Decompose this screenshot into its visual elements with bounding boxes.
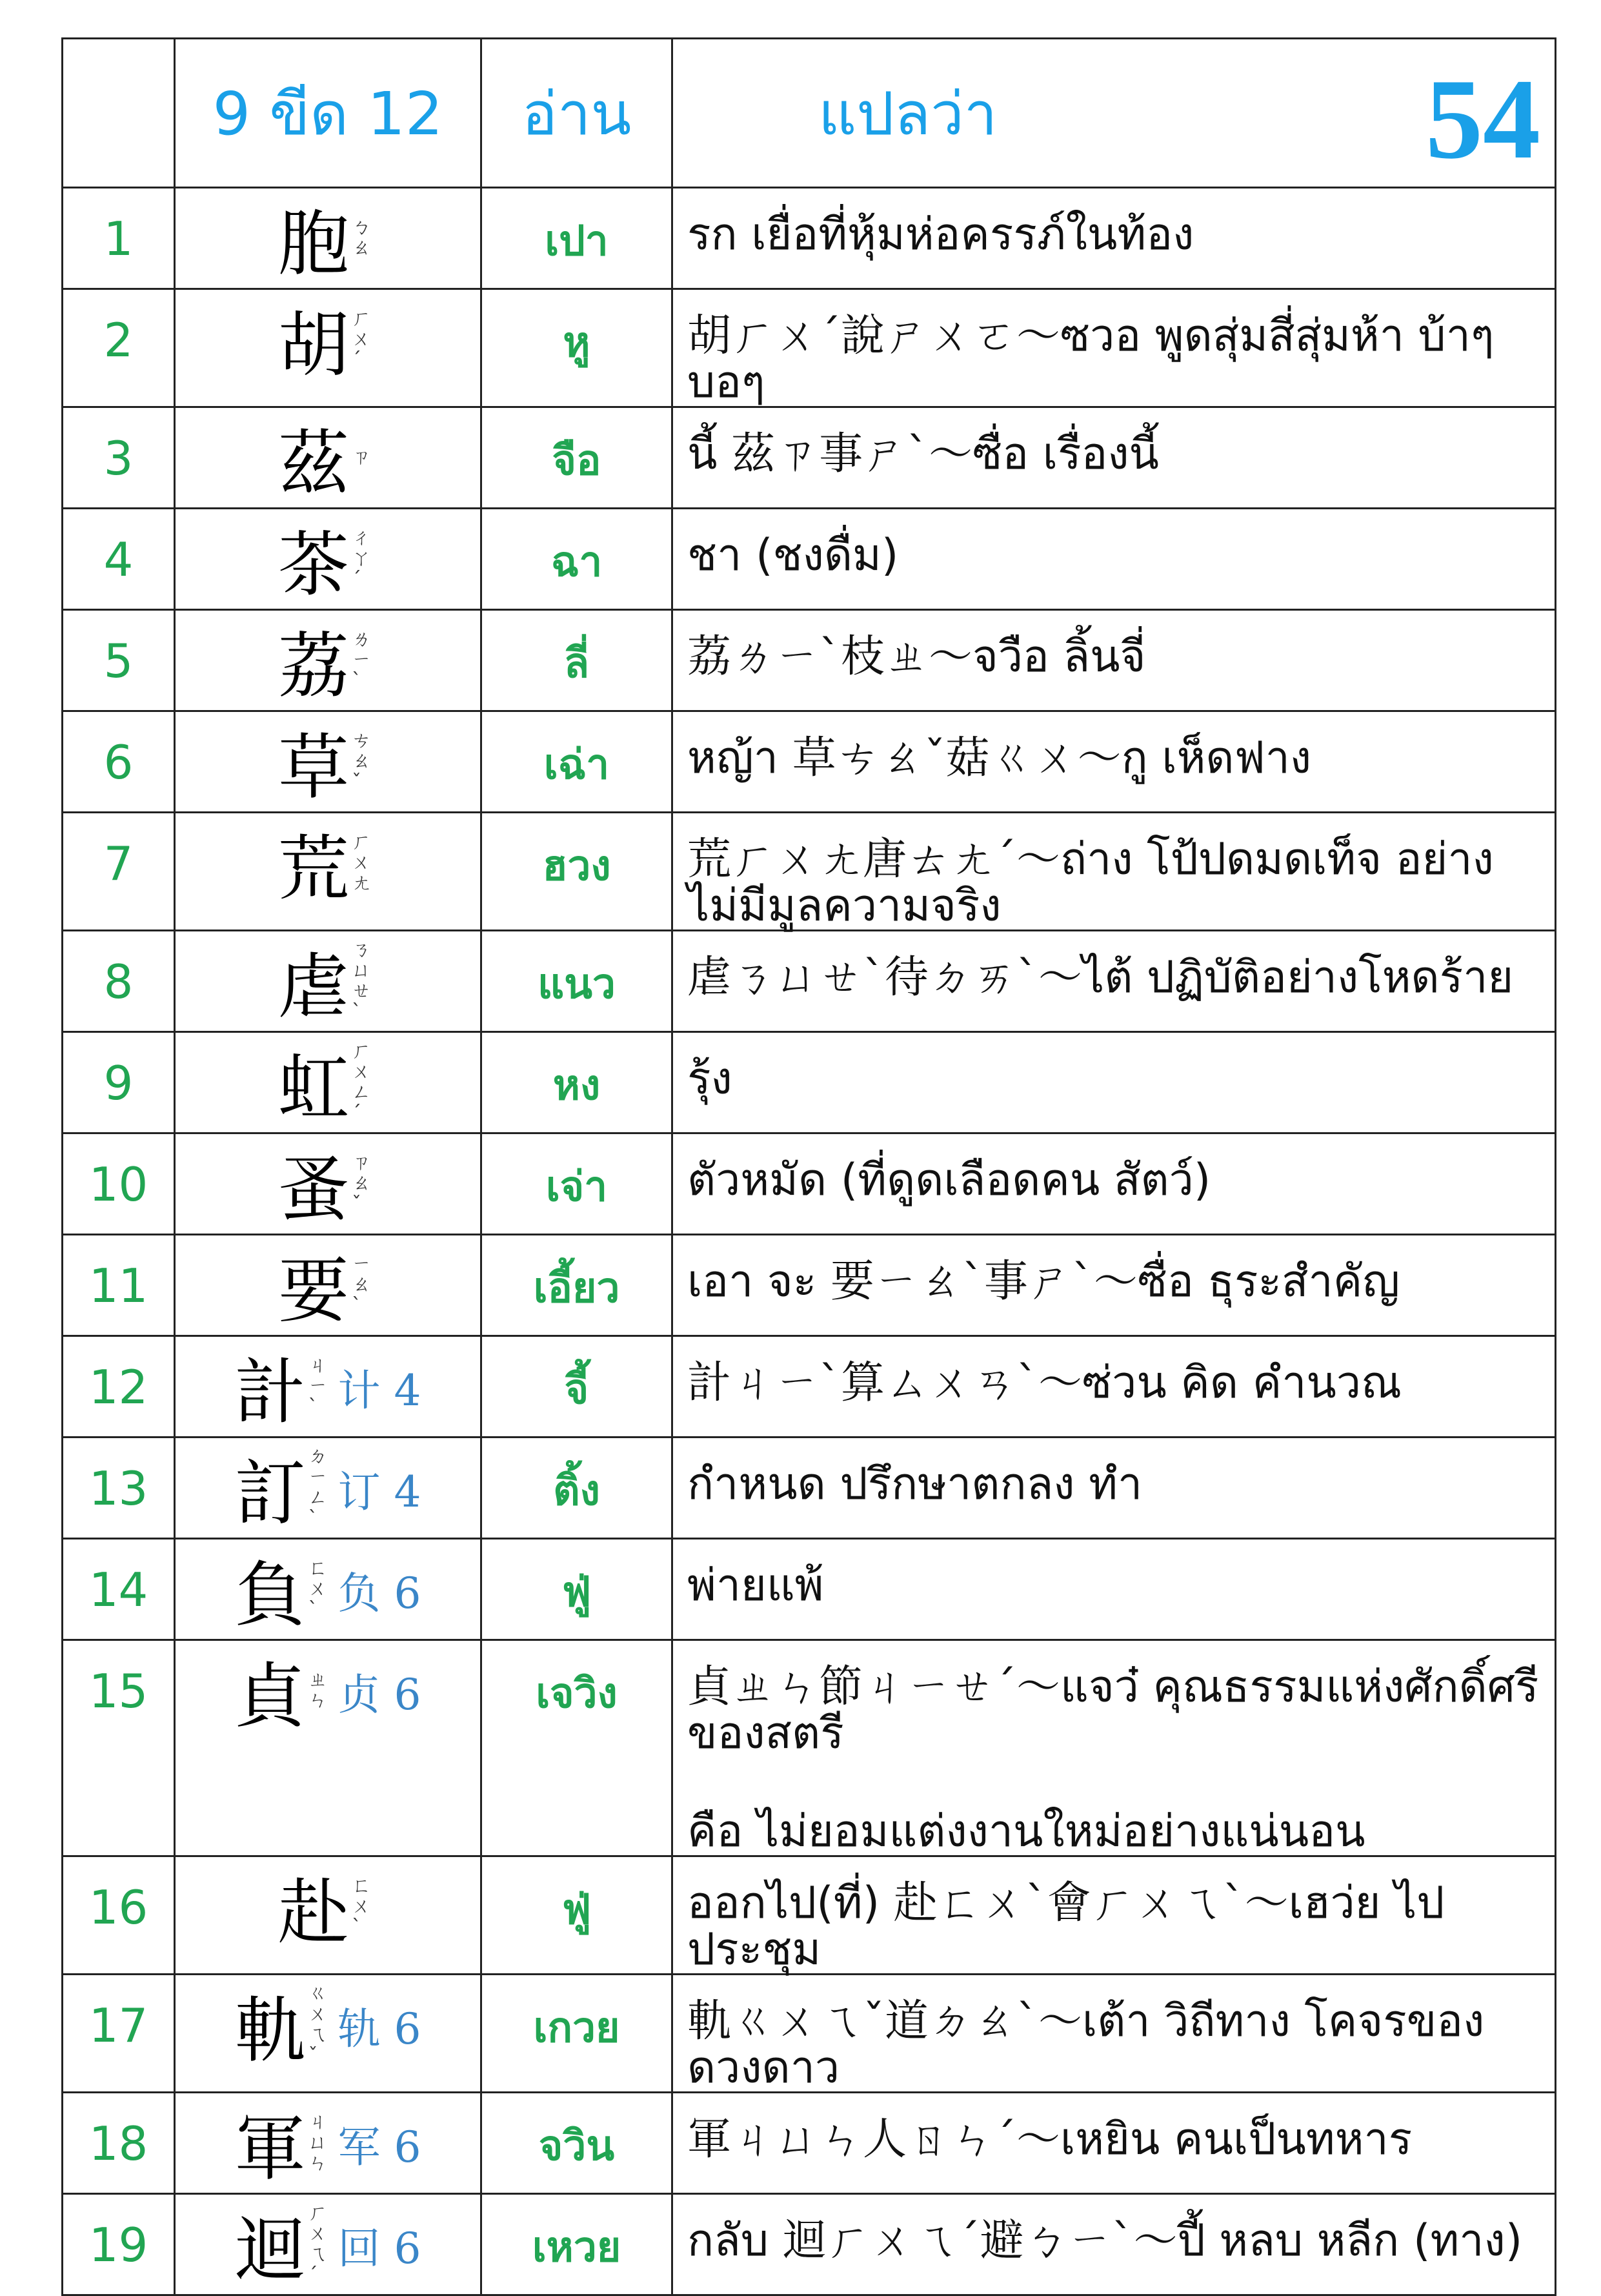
reading-cell: [481, 1235, 672, 1336]
meaning-cell: [672, 407, 1556, 509]
reading-cell: [481, 1856, 672, 1975]
zhuyin-annotation: ㄈㄨˋ: [308, 1557, 328, 1621]
number-cell: [63, 1539, 175, 1640]
number-cell: [63, 1133, 175, 1235]
reading-cell: [481, 1539, 672, 1640]
zhuyin-annotation: ㄏㄨㄤ: [352, 831, 371, 895]
row-number: 1: [103, 212, 134, 266]
meaning-line: หญ้า 草ㄘㄠˇ菇ㄍㄨ～กู เห็ดฟาง: [687, 733, 1312, 784]
zhuyin-annotation: ㄏㄨˊ: [352, 307, 371, 371]
row-number: 13: [88, 1461, 148, 1516]
table-row: [63, 1032, 1556, 1133]
meaning-cell: [672, 1438, 1556, 1539]
thai-reading: ฮวง: [542, 842, 611, 890]
row-number: 10: [88, 1157, 148, 1212]
number-cell: [63, 1640, 175, 1856]
traditional-character: 訂: [234, 1452, 306, 1535]
thai-reading: เฉ่า: [543, 741, 610, 789]
thai-reading: เจ่า: [545, 1163, 608, 1211]
thai-reading: ติ้ง: [553, 1467, 600, 1515]
thai-reading: ฟู่: [561, 1886, 592, 1934]
traditional-character: 虐: [278, 946, 349, 1028]
zhuyin-annotation: ㄐㄧˋ: [308, 1354, 328, 1418]
reading-cell: [481, 1640, 672, 1856]
zhuyin-annotation: ㄔㄚˊ: [352, 527, 371, 591]
table-row: [63, 931, 1556, 1032]
number-cell: [63, 610, 175, 711]
simplified-character: 轨 6: [337, 2004, 421, 2054]
thai-reading: จวิน: [538, 2122, 615, 2170]
number-cell: [63, 289, 175, 407]
table-row: [63, 1438, 1556, 1539]
meaning-cell: [672, 711, 1556, 813]
zhuyin-annotation: ㄐㄩㄣ: [308, 2111, 328, 2175]
traditional-character: 負: [234, 1554, 306, 1636]
meaning-cell: [672, 813, 1556, 931]
zhuyin-annotation: ㄅㄠ: [352, 216, 371, 259]
zhuyin-annotation: ㄈㄨˋ: [352, 1874, 371, 1938]
meaning-line: 貞ㄓㄣ節ㄐㄧㄝˊ～แจว๋ คุณธรรมแห่งศักดิ์ศรีของสตรี: [687, 1661, 1539, 1759]
simplified-character: 贞 6: [337, 1669, 421, 1720]
row-number: 6: [103, 735, 134, 789]
meaning-text: [673, 2195, 1555, 2264]
traditional-character: 胡: [278, 304, 349, 387]
meaning-text: [673, 408, 1555, 478]
meaning-line: พ่ายแพ้: [687, 1560, 824, 1611]
traditional-character: 虹: [278, 1047, 349, 1130]
simplified-character: 计 4: [337, 1365, 421, 1416]
character-cell: [175, 2194, 481, 2295]
meaning-cell: [672, 1032, 1556, 1133]
meaning-text: [673, 1539, 1555, 1609]
meaning-text: [673, 1337, 1555, 1407]
thai-reading: เอี้ยว: [533, 1265, 620, 1312]
row-number: 11: [88, 1259, 148, 1313]
row-number: 16: [88, 1880, 148, 1935]
header-char-cell: [175, 39, 481, 188]
zhuyin-annotation: ㄓㄣ: [308, 1669, 328, 1712]
table-row: [63, 1640, 1556, 1856]
simplified-character: 回 6: [337, 2223, 421, 2273]
meaning-line: 計ㄐㄧˋ算ㄙㄨㄢˋ～ซ่วน คิด คำนวณ: [687, 1357, 1402, 1408]
table-row: [63, 1133, 1556, 1235]
meaning-cell: [672, 1975, 1556, 2093]
meaning-text: [673, 290, 1555, 406]
character-cell: [175, 1438, 481, 1539]
table-row: [63, 2093, 1556, 2194]
number-cell: [63, 188, 175, 289]
row-number: 14: [88, 1563, 148, 1617]
meaning-cell: [672, 509, 1556, 610]
meaning-line: ออกไป(ที่) 赴ㄈㄨˋ會ㄏㄨㄟˋ～เฮว่ย ไปประชุม: [687, 1878, 1445, 1975]
thai-reading: หู: [563, 319, 590, 367]
reading-cell: [481, 1032, 672, 1133]
character-cell: [175, 289, 481, 407]
character-cell: [175, 931, 481, 1032]
meaning-cell: [672, 1856, 1556, 1975]
meaning-text: [673, 1857, 1555, 1973]
character-cell: [175, 1336, 481, 1438]
meaning-text: [673, 188, 1555, 258]
number-cell: [63, 1336, 175, 1438]
zhuyin-annotation: ㄘㄠˇ: [352, 729, 371, 793]
meaning-line: เอา จะ 要ㄧㄠˋ事ㄕˋ～ซื่อ ธุระสำคัญ: [687, 1256, 1400, 1307]
header-row: [63, 39, 1556, 188]
number-cell: [63, 813, 175, 931]
reading-cell: [481, 2093, 672, 2194]
meaning-line: 軍ㄐㄩㄣ人ㄖㄣˊ～เหยิน คนเป็นทหาร: [687, 2114, 1413, 2165]
meaning-text: [673, 1438, 1555, 1508]
meaning-line: ตัวหมัด (ที่ดูดเลือดคน สัตว์): [687, 1155, 1211, 1206]
table-row: [63, 813, 1556, 931]
table-row: [63, 509, 1556, 610]
meaning-cell: [672, 1336, 1556, 1438]
character-cell: [175, 188, 481, 289]
header-reading-label: อ่าน: [521, 79, 632, 148]
traditional-character: 赴: [278, 1871, 349, 1954]
meaning-text: [673, 1235, 1555, 1305]
meaning-text: [673, 931, 1555, 1001]
traditional-character: 茶: [278, 523, 349, 606]
reading-cell: [481, 711, 672, 813]
meaning-text: [673, 2093, 1555, 2163]
meaning-cell: [672, 1539, 1556, 1640]
page-number: 54: [1425, 55, 1540, 183]
meaning-cell: [672, 1133, 1556, 1235]
table-row: [63, 1235, 1556, 1336]
character-cell: [175, 2093, 481, 2194]
meaning-cell: [672, 188, 1556, 289]
meaning-text: [673, 509, 1555, 579]
reading-cell: [481, 1975, 672, 2093]
thai-reading: จี้: [564, 1366, 589, 1414]
character-cell: [175, 1539, 481, 1640]
thai-reading: หง: [552, 1062, 601, 1110]
character-cell: [175, 711, 481, 813]
reading-cell: [481, 813, 672, 931]
zhuyin-annotation: ㄍㄨㄟˇ: [308, 1982, 328, 2067]
meaning-line: 荔ㄌㄧˋ枝ㄓ～จวือ ลิ้นจี่: [687, 631, 1146, 682]
reading-cell: [481, 2194, 672, 2295]
number-cell: [63, 1235, 175, 1336]
character-cell: [175, 407, 481, 509]
meaning-cell: [672, 1235, 1556, 1336]
meaning-cell: [672, 1640, 1556, 1856]
meaning-text: [673, 712, 1555, 782]
traditional-character: 要: [278, 1250, 349, 1332]
meaning-line: 胡ㄏㄨˊ說ㄕㄨㄛ～ซวอ พูดสุ่มสี่สุ่มห้า บ้าๆ บอๆ: [687, 310, 1495, 408]
reading-cell: [481, 1438, 672, 1539]
reading-cell: [481, 407, 672, 509]
meaning-line: นี้ 茲ㄗ事ㄕˋ～ซื่อ เรื่องนี้: [687, 429, 1160, 480]
table-row: [63, 289, 1556, 407]
reading-cell: [481, 610, 672, 711]
number-cell: [63, 509, 175, 610]
row-number: 19: [88, 2218, 148, 2272]
thai-reading: เปา: [545, 218, 609, 265]
thai-reading: ฉา: [550, 538, 603, 586]
reading-cell: [481, 1133, 672, 1235]
meaning-line: คือ ไม่ยอมแต่งงานใหม่อย่างแน่นอน: [687, 1806, 1365, 1857]
number-cell: [63, 1438, 175, 1539]
row-number: 7: [103, 837, 134, 891]
reading-cell: [481, 1336, 672, 1438]
traditional-character: 貞: [234, 1655, 306, 1738]
table-row: [63, 1975, 1556, 2093]
table-row: [63, 188, 1556, 289]
table-row: [63, 1336, 1556, 1438]
table-row: [63, 1539, 1556, 1640]
character-cell: [175, 1235, 481, 1336]
row-number: 15: [88, 1664, 148, 1718]
meaning-line: 荒ㄏㄨㄤ唐ㄊㄤˊ～ถ่าง โป้ปดมดเท็จ อย่างไม่มีมูลความจริง: [687, 834, 1494, 931]
meaning-line: 虐ㄋㄩㄝˋ待ㄉㄞˋ～ไต้ ปฏิบัติอย่างโหดร้าย: [687, 952, 1514, 1003]
character-cell: [175, 813, 481, 931]
traditional-character: 茲: [278, 422, 349, 505]
traditional-character: 胞: [278, 203, 349, 285]
number-cell: [63, 407, 175, 509]
meaning-line: รุ้ง: [687, 1053, 732, 1104]
character-cell: [175, 610, 481, 711]
row-number: 4: [103, 533, 134, 587]
meaning-text: [673, 813, 1555, 930]
meaning-text: [673, 1641, 1555, 1855]
table-row: [63, 610, 1556, 711]
character-cell: [175, 1856, 481, 1975]
zhuyin-annotation: ㄗㄠˇ: [352, 1152, 371, 1215]
character-cell: [175, 1640, 481, 1856]
row-number: 2: [103, 313, 134, 367]
row-number: 18: [88, 2117, 148, 2171]
meaning-line: รก เยื่อที่หุ้มห่อครรภ์ในท้อง: [687, 209, 1194, 260]
meaning-cell: [672, 931, 1556, 1032]
meaning-line: ชา (ชงดื่ม): [687, 530, 899, 581]
traditional-character: 蚤: [278, 1148, 349, 1231]
character-cell: [175, 1975, 481, 2093]
number-cell: [63, 2093, 175, 2194]
meaning-cell: [672, 2194, 1556, 2295]
header-character-label: 9 ขีด 12: [212, 79, 443, 148]
meaning-cell: [672, 610, 1556, 711]
character-cell: [175, 1032, 481, 1133]
traditional-character: 軍: [234, 2108, 306, 2190]
table-row: [63, 2194, 1556, 2295]
number-cell: [63, 711, 175, 813]
traditional-character: 軌: [234, 1989, 306, 2072]
number-cell: [63, 1032, 175, 1133]
character-cell: [175, 509, 481, 610]
meaning-text: [673, 1134, 1555, 1204]
traditional-character: 迴: [234, 2209, 306, 2291]
reading-cell: [481, 931, 672, 1032]
thai-reading: เจวิง: [536, 1670, 618, 1718]
traditional-character: 草: [278, 726, 349, 809]
zhuyin-annotation: ㄋㄩㄝˋ: [352, 939, 371, 1023]
reading-cell: [481, 509, 672, 610]
vocabulary-table: [61, 37, 1556, 2296]
header-read-cell: [481, 39, 672, 188]
meaning-line: 軌ㄍㄨㄟˇ道ㄉㄠˋ～เต้า วิถีทาง โคจรของดวงดาว: [687, 1996, 1485, 2093]
row-number: 3: [103, 431, 134, 485]
meaning-line: กำหนด ปรึกษาตกลง ทำ: [687, 1459, 1143, 1510]
zhuyin-annotation: ㄌㄧˋ: [352, 628, 371, 692]
thai-reading: แนว: [538, 960, 616, 1008]
row-number: 5: [103, 634, 134, 688]
zhuyin-annotation: ㄉㄧㄥˋ: [308, 1445, 328, 1530]
reading-cell: [481, 188, 672, 289]
number-cell: [63, 1975, 175, 2093]
row-number: 9: [103, 1056, 134, 1110]
simplified-character: 军 6: [337, 2122, 421, 2172]
thai-reading: ลี่: [563, 640, 590, 687]
simplified-character: 订 4: [337, 1467, 421, 1517]
meaning-line: กลับ 迴ㄏㄨㄟˊ避ㄅㄧˋ～ปี้ หลบ หลีก (ทาง): [687, 2215, 1523, 2266]
thai-reading: เหวย: [532, 2224, 621, 2271]
number-cell: [63, 2194, 175, 2295]
row-number: 8: [103, 955, 134, 1009]
meaning-cell: [672, 289, 1556, 407]
table-row: [63, 711, 1556, 813]
reading-cell: [481, 289, 672, 407]
number-cell: [63, 931, 175, 1032]
meaning-cell: [672, 2093, 1556, 2194]
thai-reading: ฟู่: [561, 1569, 592, 1616]
header-meaning-cell: [672, 39, 1556, 188]
meaning-text: [673, 1033, 1555, 1102]
row-number: 17: [88, 1998, 148, 2053]
thai-reading: เกวย: [533, 2004, 620, 2052]
meaning-text: [673, 611, 1555, 680]
meaning-text: [673, 1975, 1555, 2091]
table-row: [63, 1856, 1556, 1975]
table-row: [63, 407, 1556, 509]
zhuyin-annotation: ㄏㄨㄟˊ: [308, 2202, 328, 2286]
zhuyin-annotation: ㄏㄨㄥˊ: [352, 1040, 371, 1124]
zhuyin-annotation: ㄧㄠˋ: [352, 1253, 371, 1317]
traditional-character: 荒: [278, 828, 349, 910]
number-cell: [63, 1856, 175, 1975]
header-number-cell: [63, 39, 175, 188]
traditional-character: 荔: [278, 625, 349, 707]
simplified-character: 负 6: [337, 1568, 421, 1618]
character-cell: [175, 1133, 481, 1235]
row-number: 12: [88, 1360, 148, 1414]
traditional-character: 計: [234, 1351, 306, 1434]
thai-reading: จือ: [552, 437, 601, 485]
zhuyin-annotation: ㄗ: [352, 446, 371, 469]
header-meaning-label: แปลว่า: [818, 79, 998, 148]
